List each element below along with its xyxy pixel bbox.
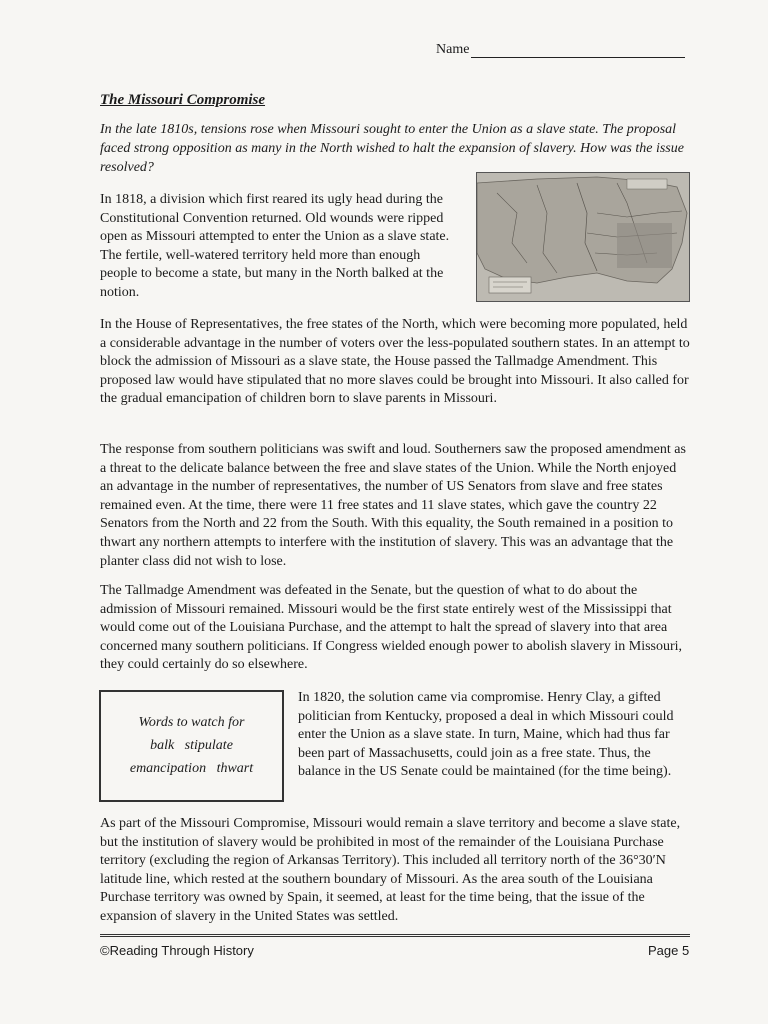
words-box-heading: Words to watch for	[138, 715, 245, 730]
paragraph-3: The response from southern politicians was swift and loud. Southerners saw the proposed amendment as a threat to the delicate balance between the free and slave states of the Union. While the North enjoyed an advantage in the number of representatives, the number of US Senators from slave and free states remained even. At the time, there were 11 free states and 11 slave states, which gave the country 22 Senators from the North and 22 from the South. With this equality, the South remained in a position to thwart any northern attempts to interfere with the institution of slavery. This was an advantage that the planter class did not wish to lose.	[100, 442, 686, 569]
intro-question: In the late 1810s, tensions rose when Missouri sought to enter the Union as a slave state. The proposal faced strong opposition as many in the North wished to halt the expansion of slavery. How was the issue resolved?	[100, 122, 684, 175]
footer-divider	[100, 934, 690, 937]
name-field[interactable]	[436, 42, 685, 58]
vocab-line-2: emancipation thwart	[129, 761, 254, 776]
paragraph-5: In 1820, the solution came via compromise. Henry Clay, a gifted politician from Kentucky, proposed a deal in which Missouri could enter the Union as a slave state. In turn, Maine, which had thus far been part of Massachusetts, could join as a free state. Thus, the balance in the US Senate could be maintained (for the time being).	[298, 690, 674, 780]
name-blank-line[interactable]	[471, 43, 685, 58]
vocab-line-1: balk stipulate	[150, 738, 233, 753]
paragraph-1: In 1818, a division which first reared its ugly head during the Constitutional Convention returned. Old wounds were ripped open as Missouri attempted to enter the Union as a slave state. The fertile, well-watered territory held more than enough people to become a state, but many in the North balked at the notion.	[100, 192, 450, 300]
page-number: Page 5	[648, 943, 690, 958]
historical-map-image	[476, 172, 690, 302]
footer-copyright: ©Reading Through History	[100, 943, 254, 958]
paragraph-2: In the House of Representatives, the free states of the North, which were becoming more populated, held a considerable advantage in the number of voters over the less-populated southern states. In an attempt to block the admission of Missouri as a slave state, the House passed the Tallmadge Amendment. This proposed law would have stipulated that no more slaves could be brought into Missouri. It also called for the gradual emancipation of children born to slave parents in Missouri.	[100, 317, 690, 407]
page-title: The Missouri Compromise	[100, 92, 266, 108]
words-to-watch-box	[99, 690, 284, 802]
name-label: Name	[436, 42, 470, 57]
paragraph-6: As part of the Missouri Compromise, Missouri would remain a slave territory and become a slave state, but the institution of slavery would be prohibited in most of the remainder of the Louisiana Purchase territory (excluding the region of Arkansas Territory). This included all territory north of the 36°30′N latitude line, which rested at the southern boundary of Missouri. As the area south of the Louisiana Purchase territory was owned by Spain, it seemed, at least for the time being, that the issue of the expansion of slavery in the United States was settled.	[100, 816, 681, 924]
us-map-illustration	[477, 173, 689, 301]
paragraph-4: The Tallmadge Amendment was defeated in the Senate, but the question of what to do about the admission of Missouri remained. Missouri would be the first state entirely west of the Mississippi that would come out of the Louisiana Purchase, and the attempt to halt the spread of slavery into that area concerned many southern politicians. If Congress wielded enough power to abolish slavery in Missouri, they could certainly do so elsewhere.	[100, 583, 683, 673]
